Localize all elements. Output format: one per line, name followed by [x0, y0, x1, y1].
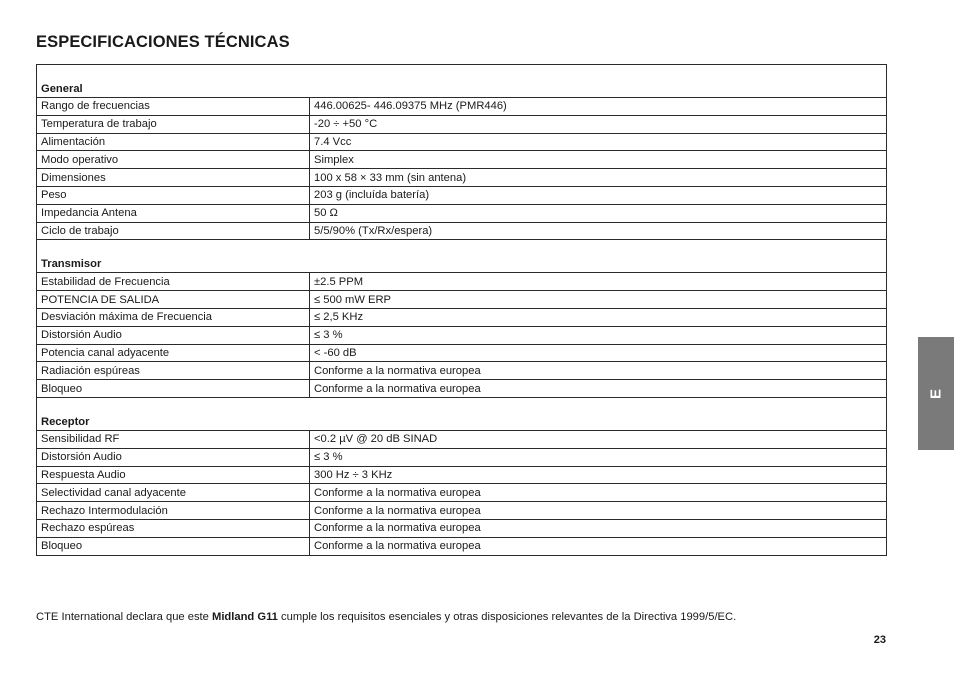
- spec-value: 446.00625- 446.09375 MHz (PMR446): [310, 98, 887, 116]
- table-row: [37, 502, 887, 520]
- section-title: Transmisor: [37, 240, 887, 273]
- spec-label: Radiación espúreas: [37, 362, 310, 380]
- spec-value: ≤ 500 mW ERP: [310, 291, 887, 309]
- table-row: [37, 326, 887, 344]
- spec-value: Conforme a la normativa europea: [310, 362, 887, 380]
- spec-value: 7.4 Vcc: [310, 133, 887, 151]
- language-tab: [918, 337, 954, 450]
- spec-value: ±2.5 PPM: [310, 273, 887, 291]
- table-row: [37, 291, 887, 309]
- table-row: [37, 133, 887, 151]
- table-row: [37, 448, 887, 466]
- page-title: ESPECIFICACIONES TÉCNICAS: [36, 33, 290, 51]
- spec-value: ≤ 3 %: [310, 448, 887, 466]
- table-row: [37, 466, 887, 484]
- declaration-text: [36, 611, 736, 623]
- spec-label: Sensibilidad RF: [37, 430, 310, 448]
- spec-value: Conforme a la normativa europea: [310, 537, 887, 555]
- page-number: 23: [873, 634, 886, 646]
- declaration-product: Midland G11: [212, 611, 278, 623]
- table-row: [37, 344, 887, 362]
- table-row: [37, 169, 887, 187]
- spec-label: Dimensiones: [37, 169, 310, 187]
- spec-label: Selectividad canal adyacente: [37, 484, 310, 502]
- spec-value: <0.2 µV @ 20 dB SINAD: [310, 430, 887, 448]
- spec-value: Conforme a la normativa europea: [310, 380, 887, 398]
- table-row: [37, 519, 887, 537]
- section-header-row: [37, 240, 887, 273]
- table-row: [37, 380, 887, 398]
- table-row: [37, 537, 887, 555]
- spec-value: Conforme a la normativa europea: [310, 519, 887, 537]
- table-row: [37, 273, 887, 291]
- spec-value: Simplex: [310, 151, 887, 169]
- spec-value: 300 Hz ÷ 3 KHz: [310, 466, 887, 484]
- spec-value: -20 ÷ +50 °C: [310, 115, 887, 133]
- table-row: [37, 186, 887, 204]
- spec-table: [36, 64, 887, 556]
- spec-label: POTENCIA DE SALIDA: [37, 291, 310, 309]
- spec-label: Distorsión Audio: [37, 326, 310, 344]
- spec-label: Bloqueo: [37, 537, 310, 555]
- spec-label: Rechazo Intermodulación: [37, 502, 310, 520]
- spec-label: Bloqueo: [37, 380, 310, 398]
- spec-value: Conforme a la normativa europea: [310, 484, 887, 502]
- table-row: [37, 484, 887, 502]
- table-row: [37, 362, 887, 380]
- spec-label: Rango de frecuencias: [37, 98, 310, 116]
- spec-label: Ciclo de trabajo: [37, 222, 310, 240]
- spec-value: 50 Ω: [310, 204, 887, 222]
- spec-value: Conforme a la normativa europea: [310, 502, 887, 520]
- spec-label: Peso: [37, 186, 310, 204]
- spec-value: < -60 dB: [310, 344, 887, 362]
- table-row: [37, 222, 887, 240]
- declaration-before: CTE International declara que este: [36, 611, 212, 623]
- spec-label: Temperatura de trabajo: [37, 115, 310, 133]
- spec-label: Impedancia Antena: [37, 204, 310, 222]
- declaration-after: cumple los requisitos esenciales y otras disposiciones relevantes de la Directiva 1999/5/EC.: [277, 611, 737, 623]
- spec-label: Distorsión Audio: [37, 448, 310, 466]
- section-title: General: [37, 65, 887, 98]
- section-header-row: [37, 397, 887, 430]
- spec-label: Potencia canal adyacente: [37, 344, 310, 362]
- spec-value: ≤ 2,5 KHz: [310, 308, 887, 326]
- table-row: [37, 204, 887, 222]
- spec-value: 203 g (incluída batería): [310, 186, 887, 204]
- spec-label: Alimentación: [37, 133, 310, 151]
- spec-label: Rechazo espúreas: [37, 519, 310, 537]
- table-row: [37, 430, 887, 448]
- spec-label: Estabilidad de Frecuencia: [37, 273, 310, 291]
- language-tab-letter: E: [927, 388, 945, 399]
- table-row: [37, 98, 887, 116]
- table-row: [37, 115, 887, 133]
- spec-label: Respuesta Audio: [37, 466, 310, 484]
- section-header-row: [37, 65, 887, 98]
- spec-value: ≤ 3 %: [310, 326, 887, 344]
- table-row: [37, 151, 887, 169]
- spec-label: Desviación máxima de Frecuencia: [37, 308, 310, 326]
- spec-label: Modo operativo: [37, 151, 310, 169]
- section-title: Receptor: [37, 397, 887, 430]
- spec-value: 5/5/90% (Tx/Rx/espera): [310, 222, 887, 240]
- spec-value: 100 x 58 × 33 mm (sin antena): [310, 169, 887, 187]
- table-row: [37, 308, 887, 326]
